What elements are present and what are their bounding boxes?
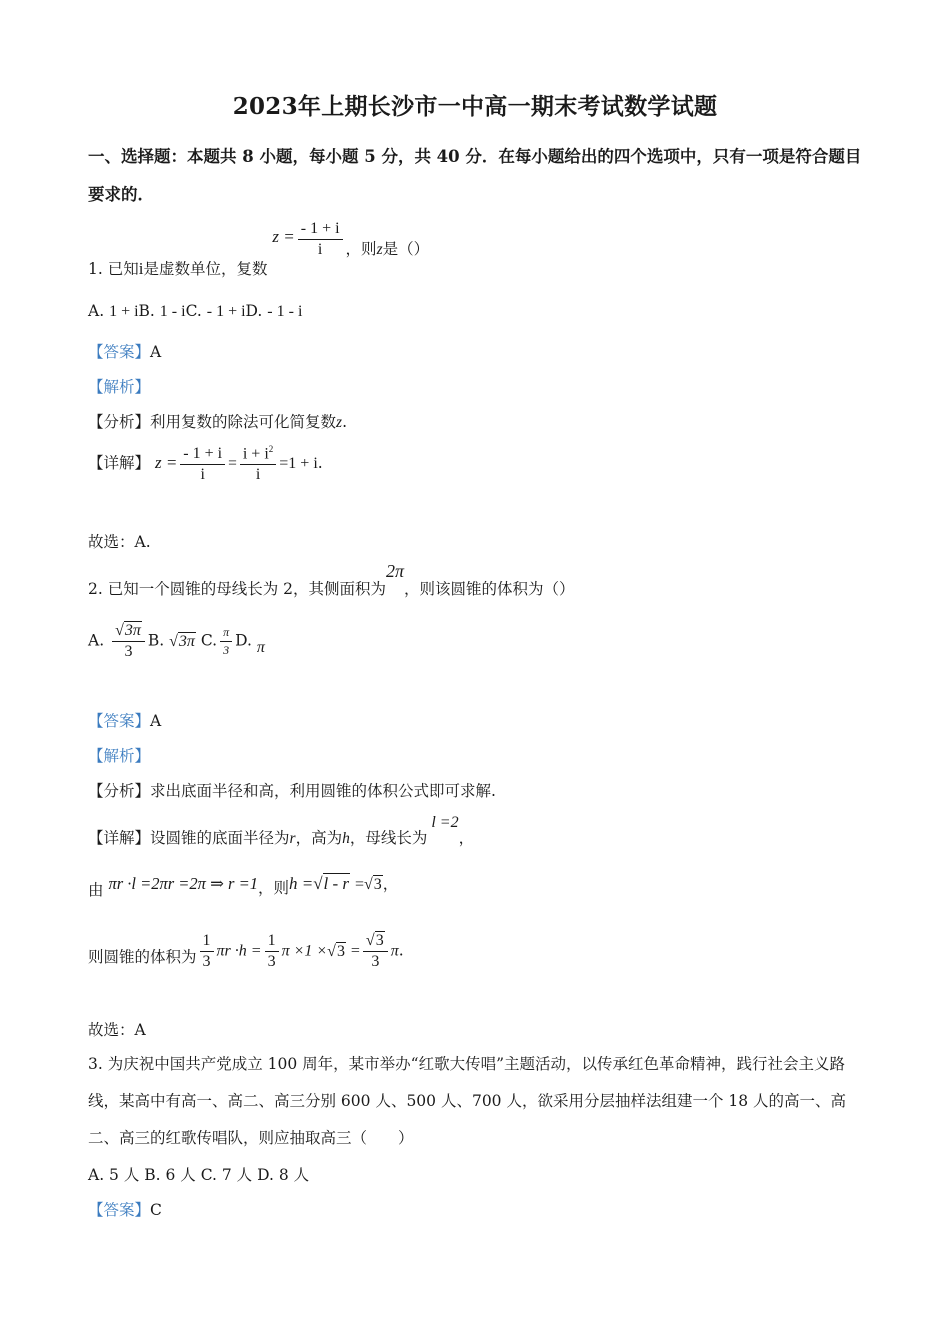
q2-xiangjie-line3: 则圆锥的体积为 $\frac{1}{3}$ πr ·h = $\frac{1}{3}$ π ×1 ×√3 = $\frac{√3}{3}$ π. (88, 932, 404, 970)
q2-analysis-tag: 【解析】 (88, 747, 151, 765)
q2-answer: 【答案】A (88, 712, 162, 730)
q1-fenxi: 【分析】利用复数的除法可化简复数z. (88, 413, 347, 431)
q3-answer: 【答案】C (88, 1201, 162, 1219)
question-1-stem: 1. 已知i是虚数单位，复数 z = $\frac{- 1 + i}{i}$ ，则z是（） (88, 220, 430, 278)
q1-z-expr: z = (272, 226, 295, 246)
q2-option-a-fraction: $\frac{√3\pi}{3}$ (112, 622, 145, 661)
section-heading: 一、选择题：本题共 8 小题，每小题 5 分，共 40 分．在每小题给出的四个选项中，只有一项是符合题目要求的． (88, 147, 862, 204)
question-1-options: A. 1 + iB. 1 - iC. - 1 + iD. - 1 - i (88, 302, 303, 320)
q1-guxuan: 故选：A. (88, 533, 151, 551)
page-title: 2023年上期长沙市一中高一期末考试数学试题 (232, 93, 718, 120)
q1-analysis-tag: 【解析】 (88, 378, 151, 396)
question-2-stem: 2. 已知一个圆锥的母线长为 2，其侧面积为2π，则该圆锥的体积为（） (88, 561, 575, 598)
q2-guxuan: 故选：A (88, 1021, 146, 1039)
question-3-options: A. 5 人 B. 6 人 C. 7 人 D. 8 人 (88, 1166, 310, 1184)
q1-answer: 【答案】A (88, 343, 162, 361)
q2-xiangjie-line1: 【详解】设圆锥的底面半径为r，高为h，母线长为l =2， (88, 814, 475, 847)
q1-fraction: $\frac{- 1 + i}{i}$ (298, 220, 343, 259)
q1-xiangjie: 【详解】 z = $\frac{- 1 + i}{i}$ = $\frac{i + i^2}{i}$ =1 + i. (88, 444, 323, 484)
question-2-options: A. $\frac{√3\pi}{3}$ B. √3π C. $\frac{\pi}{3}$ D. π (88, 622, 265, 660)
q2-fenxi: 【分析】求出底面半径和高，利用圆锥的体积公式即可求解. (88, 782, 496, 800)
question-3-stem: 3. 为庆祝中国共产党成立 100 周年，某市举办“红歌大传唱”主题活动，以传承红色革命精神，践行社会主义路线，某高中有高一、高二、高三分别 600 人、500 人、700 人，欲采用分层抽样法组建一个 18 人的高一、高二、高三的红歌传唱队，则应抽取高三（ ） (88, 1055, 847, 1147)
q2-xiangjie-line2: 由 πr ·l =2πr =2π ⇒ r =1，则h =√l - r =√3， (88, 874, 399, 899)
